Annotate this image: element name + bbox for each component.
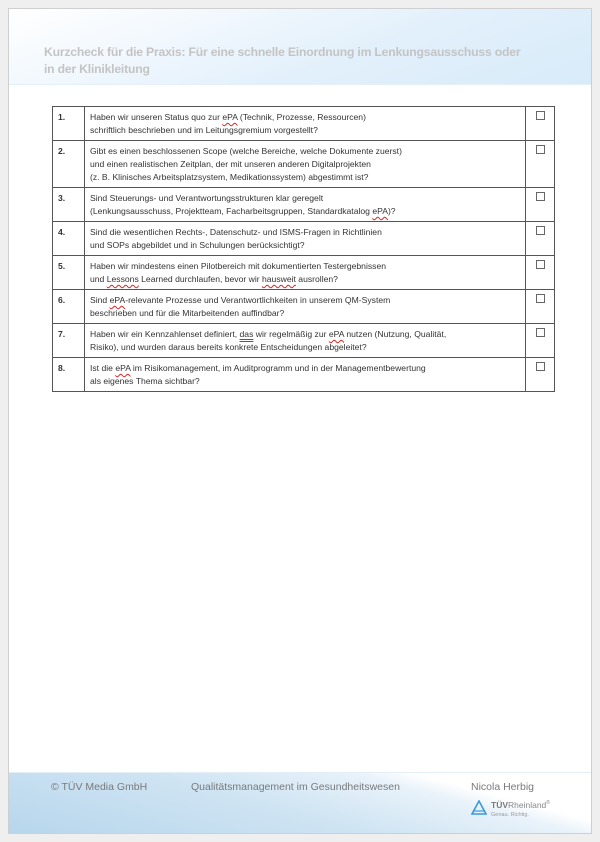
item-number: 2. [53,141,85,188]
question-line: beschrieben und für die Mitarbeitenden auffindbar? [90,308,285,318]
checklist-row [53,256,555,290]
item-question [85,141,526,188]
footer-author: Nicola Herbig [471,781,535,793]
item-question [85,324,526,358]
item-checkbox[interactable] [536,328,545,337]
item-number: 4. [53,222,85,256]
item-checkbox[interactable] [536,362,545,371]
item-checkbox-cell [526,141,555,188]
item-question [85,358,526,392]
triangle-logo-icon [471,800,487,815]
item-question [85,290,526,324]
checklist-row [53,358,555,392]
page-title: Kurzcheck für die Praxis: Für eine schnelle Einordnung im Lenkungsausschuss oder in der Klinikleitung [44,45,521,76]
question-line: und Lessons Learned durchlaufen, bevor wir hausweit ausrollen? [90,274,338,284]
checklist-row [53,222,555,256]
logo-tagline: Genau. Richtig. [491,812,529,818]
tuv-rheinland-logo [471,800,571,826]
item-checkbox-cell [526,222,555,256]
footer-publication: Qualitätsmanagement im Gesundheitswesen [191,781,400,793]
item-checkbox-cell [526,324,555,358]
checklist-row [53,324,555,358]
item-checkbox-cell [526,358,555,392]
spellcheck-mark: ePA [372,206,388,216]
checklist-row [53,188,555,222]
question-line: und einen realistischen Zeitplan, der mit unseren anderen Digitalprojekten [90,159,371,169]
spellcheck-mark: ePA [328,329,344,339]
item-number: 6. [53,290,85,324]
question-line: Sind Steuerungs- und Verantwortungsstrukturen klar geregelt [90,193,324,203]
item-checkbox[interactable] [536,260,545,269]
spellcheck-mark: Lessons [106,274,139,284]
item-checkbox-cell [526,107,555,141]
item-checkbox-cell [526,188,555,222]
item-question [85,222,526,256]
logo-wordmark: TÜVRheinland® [491,800,550,810]
question-line: Haben wir ein Kennzahlenset definiert, das wir regelmäßig zur ePA nutzen (Nutzung, Qualität, [90,329,447,339]
item-number: 5. [53,256,85,290]
question-line: (Lenkungsausschuss, Projektteam, Facharbeitsgruppen, Standardkatalog ePA)? [90,206,396,216]
document-page [8,8,592,834]
item-question [85,256,526,290]
question-line: Haben wir unseren Status quo zur ePA (Technik, Prozesse, Ressourcen) [90,112,366,122]
item-number: 7. [53,324,85,358]
checklist-row [53,290,555,324]
checklist-table [52,106,555,392]
item-checkbox[interactable] [536,192,545,201]
item-number: 1. [53,107,85,141]
item-question [85,107,526,141]
page-footer [9,772,591,833]
item-checkbox-cell [526,290,555,324]
checklist-row [53,141,555,188]
question-line: und SOPs abgebildet und in Schulungen berücksichtigt? [90,240,305,250]
spellcheck-mark: ePA [109,295,126,305]
question-line: Ist die ePA im Risikomanagement, im Auditprogramm und in der Managementbewertung [90,363,426,373]
item-checkbox[interactable] [536,226,545,235]
question-line: Gibt es einen beschlossenen Scope (welche Bereiche, welche Dokumente zuerst) [90,146,402,156]
checklist-row [53,107,555,141]
question-line: (z. B. Klinisches Arbeitsplatzsystem, Medikationssystem) abgestimmt ist? [90,172,369,182]
question-line: als eigenes Thema sichtbar? [90,376,200,386]
question-line: Risiko), und wurden daraus bereits konkrete Entscheidungen abgeleitet? [90,342,367,352]
spellcheck-mark: ePA [222,112,238,122]
spellcheck-mark: hausweit [262,274,296,284]
item-checkbox-cell [526,256,555,290]
item-checkbox[interactable] [536,111,545,120]
page-header [9,9,591,85]
item-checkbox[interactable] [536,294,545,303]
footer-copyright: © TÜV Media GmbH [51,781,148,793]
question-line: Sind die wesentlichen Rechts-, Datenschutz- und ISMS-Fragen in Richtlinien [90,227,382,237]
item-number: 3. [53,188,85,222]
item-number: 8. [53,358,85,392]
grammar-mark: das [239,329,254,339]
spellcheck-mark: ePA [115,363,131,373]
question-line: Haben wir mindestens einen Pilotbereich mit dokumentierten Testergebnissen [90,261,387,271]
item-checkbox[interactable] [536,145,545,154]
item-question [85,188,526,222]
question-line: Sind ePA-relevante Prozesse und Verantwortlichkeiten in unserem QM-System [90,295,391,305]
question-line: schriftlich beschrieben und im Leitungsgremium vorgestellt? [90,125,318,135]
